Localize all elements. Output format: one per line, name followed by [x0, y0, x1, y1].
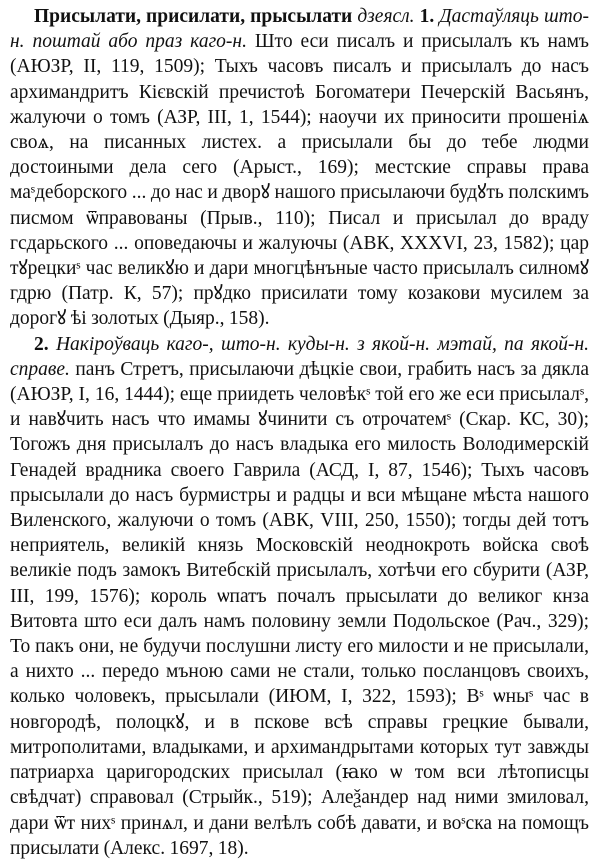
sense-citations-2: панъ Стретъ, присылаючи дѣцкіе свои, грабить насъ за дякла (АЮЗР, I, 16, 1444); еще приидеть человѣкˢ той его же еси присылалˢ, и навꙋчить насъ что имамы ꙋчинити съ отрочатемˢ (Скар. КС, 30); Тогожъ дня присылалъ до насъ владыка его милость Володимерскій Генадей врадника своего Гаврила (АСД, I, 87, 1546); Тыхъ часовъ прысылали до насъ бурмистры и радцы и вси мѣщане мѣста нашого Виленского, жалуючи о томъ (АВК, VIII, 250, 1550); тогды дей тотъ неприятель, великій князь Московскій неоднокроть войска своѣ великіе подъ замокъ Витебскій присылалъ, хотѣчи его сбурити (АЗР, III, 199, 1576); король ѡпатъ почалъ прысылати до великог кнза Витовта што еси далъ намъ половину земли Подольское (Рач., 329); То пакъ они, не будучи послушни листу его милости и не присылали, а нихто ... передо мъною сами не стали, только посланцовъ своихъ, колько чоловекъ, прысылали (ИЮМ, I, 322, 1593); Вˢ ѡныˢ час в новгородѣ, полоцкꙋ, и в пскове всѣ справы грецкие бывали, митрополитами, владыками, и архимандрытами которых тут завжды патриарха царигородских присылал (ꙗко ѡ том вси лѣтописцы свѣдчат) справовал (Стрыйк., 519); Алеѯандер над ними змиловал, дари ѿт нихˢ принѧл, и дани велѣлъ собѣ давати, и воˢска на помощъ присылати (Алекс. 1697, 18). — [10, 358, 590, 859]
sense-citations-1: Што еси писалъ и присылалъ къ намъ (АЮЗР, II, 119, 1509); Тыхъ часовъ писалъ и присылалъ до насъ архимандритъ Кієвскій пречистоѣ Богоматери Печерскій Васьянъ, жалуючи о томъ (АЗР, III, 1, 1544); наоучи их приносити прошенiѧ своѧ, на писанных листех. а присылали бы до тебе людми достоиными дела сего (Арыст., 169); местские справы права маˢдеборского ... до нас и дворꙋ нашого присылаючи будꙋть полскимъ писмом ѿправованы (Прыв., 110); Писал и присылал до враду гсдарьского ... оповедаючы и жалуючы (АВК, XXXVI, 23, 1582); цар тꙋрецкиˢ час великꙋю и дари многцѣнъные часто присылалъ силномꙋ гдрю (Патр. К, 57); прꙋдко присилати тому козакови мусилем за дорогꙋ ѣі золотых (Дыяр., 158). — [10, 31, 589, 330]
entry-sense-1 — [10, 4, 589, 332]
sense-definition-1: Дастаўляць што-н. поштай або праз каго-н. — [10, 6, 589, 53]
grammar-label: дзеясл. — [357, 6, 415, 27]
sense-definition-2: Накіроўваць каго-, што-н. куды-н. з якой-н. мэтай, па якой-н. справе. — [10, 333, 589, 380]
sense-number-2: 2. — [34, 333, 49, 355]
sense-number-1: 1. — [419, 6, 435, 27]
entry-sense-2 — [10, 332, 589, 861]
headword: Присылати, присилати, прысылати — [34, 6, 353, 27]
